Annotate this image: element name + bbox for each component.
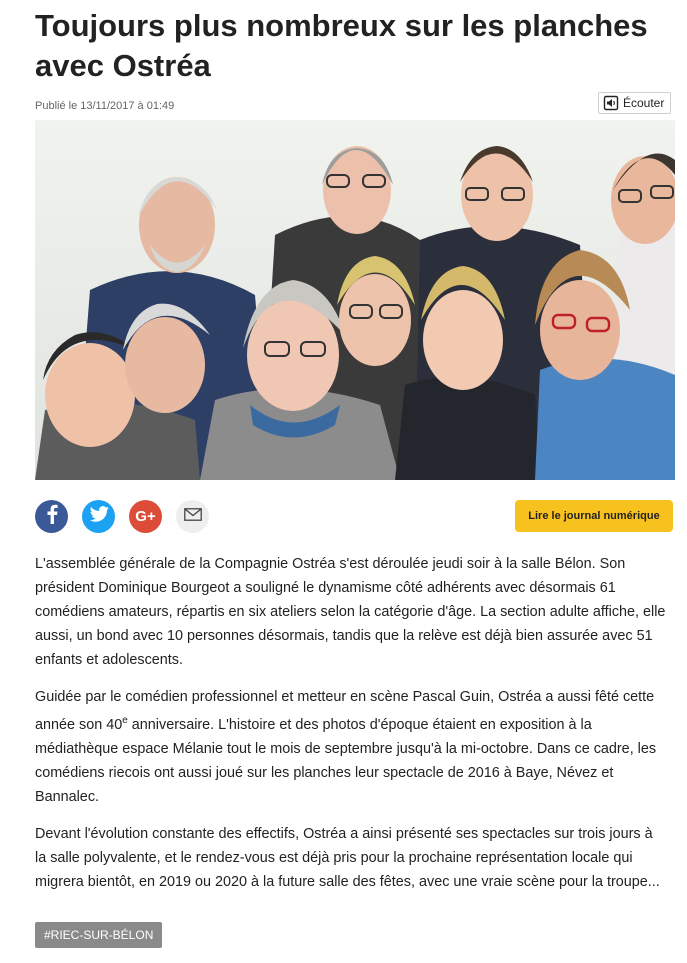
- group-photo-illustration: [35, 120, 675, 480]
- article-title: Toujours plus nombreux sur les planches avec Ostréa: [35, 8, 648, 83]
- twitter-share-button[interactable]: [82, 500, 115, 533]
- article-photo: [35, 120, 675, 480]
- paragraph-1: L'assemblée générale de la Compagnie Ostréa s'est déroulée jeudi soir à la salle Bélon. Son président Dominique Bourgeot a souligné le dynamisme côté adhérents avec désormais 61 comédiens amateurs, répartis en six ateliers selon la catégorie d'âge. La section adulte affiche, elle aussi, un bond avec 10 personnes désormais, tandis que la relève est déjà bien assurée avec 51 enfants et adolescents.: [35, 556, 666, 668]
- article-body: [35, 552, 667, 907]
- read-e-paper-button[interactable]: Lire le journal numérique: [515, 500, 673, 532]
- mail-icon: [184, 508, 202, 526]
- listen-button[interactable]: [598, 92, 671, 114]
- twitter-icon: [89, 506, 109, 527]
- share-buttons: [35, 500, 209, 533]
- listen-label: Écouter: [623, 96, 665, 110]
- speaker-icon: [603, 95, 619, 111]
- paragraph-2: Guidée par le comédien professionnel et metteur en scène Pascal Guin, Ostréa a aussi fêté cette année son 40e anniversaire. L'histoire et des photos d'époque étaient en exposition à la médiathèque espace Mélanie tout le mois de septembre jusqu'à la mi-octobre. Dans ce cadre, les comédiens riecois ont aussi joué sur les planches leur spectacle de 2016 à Baye, Névez et Bannalec.: [35, 689, 657, 805]
- publish-date: Publié le 13/11/2017 à 01:49: [35, 100, 175, 112]
- facebook-share-button[interactable]: [35, 500, 68, 533]
- paragraph-3: Devant l'évolution constante des effectifs, Ostréa a ainsi présenté ses spectacles sur trois jours à la salle polyvalente, et le rendez-vous est déjà pris pour la prochaine représentation locale qui migrera bientôt, en 2019 ou 2020 à la future salle des fêtes, avec une vraie scène pour la troupe...: [35, 825, 660, 890]
- mail-share-button[interactable]: [176, 500, 209, 533]
- ordinal-superscript: e: [122, 715, 128, 726]
- facebook-icon: [45, 504, 59, 529]
- tag-riec-sur-belon[interactable]: #RIEC-SUR-BÉLON: [35, 922, 162, 948]
- google-plus-icon: G+: [135, 508, 156, 525]
- google-plus-share-button[interactable]: [129, 500, 162, 533]
